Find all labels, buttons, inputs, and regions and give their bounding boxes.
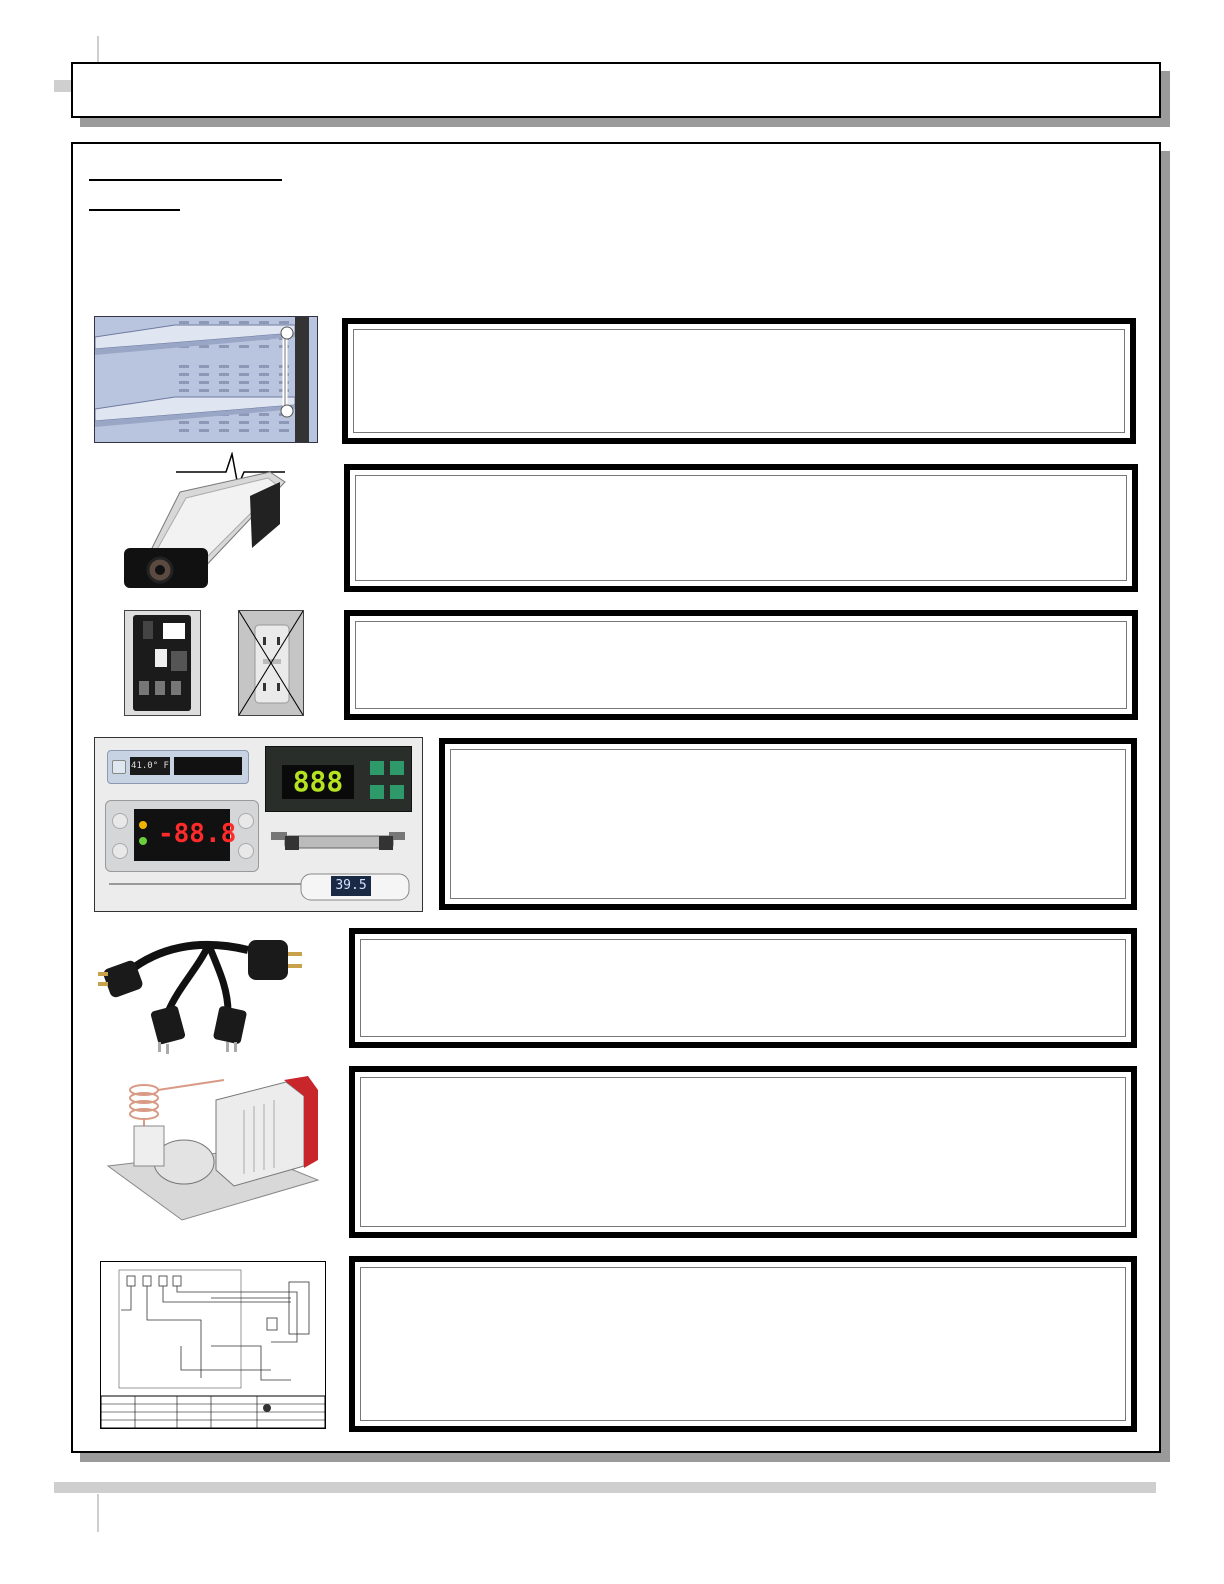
probe-bracket-icon: [265, 826, 411, 858]
section-heading-underline: [89, 179, 282, 181]
controller-3-button-icon: [238, 813, 254, 829]
callout-breaker-outlet: [344, 610, 1138, 720]
callout-power-cords: [349, 928, 1137, 1048]
callout-shelf-clip: [342, 318, 1136, 444]
controller-1-display: 41.0° F: [130, 757, 170, 775]
controller-2-button-icon: [390, 761, 404, 775]
controller-3: [105, 800, 259, 872]
callout-condensing-unit: [349, 1066, 1137, 1238]
callout-inner-border: [360, 1267, 1126, 1421]
power-cord-plugs-photo: [98, 928, 316, 1056]
controller-3-button-icon: [112, 843, 128, 859]
callout-controllers: [439, 738, 1137, 910]
callout-inner-border: [360, 939, 1126, 1037]
callout-inner-border: [355, 475, 1127, 581]
wiring-diagram-image: [100, 1261, 326, 1429]
condensing-unit-photo: [104, 1070, 320, 1226]
section-subheading-underline: [89, 209, 180, 211]
controller-2-button-icon: [390, 785, 404, 799]
thermometer-display: 39.5: [331, 876, 371, 896]
controller-2: [265, 746, 412, 812]
callout-inner-border: [353, 329, 1125, 433]
temperature-controllers-photo: [94, 737, 423, 912]
controller-3-screen: [134, 809, 237, 861]
indicator-icon: [139, 821, 147, 829]
controller-2-button-icon: [370, 761, 384, 775]
indicator-icon: [139, 837, 147, 845]
led-light-photo: [120, 452, 310, 592]
header-box: [71, 62, 1161, 118]
controller-3-button-icon: [112, 813, 128, 829]
controller-logo-icon: [112, 760, 126, 774]
gfci-outlet-crossed-photo: [238, 610, 304, 716]
controller-3-display: -88.8: [158, 819, 237, 849]
shelf-clip-photo: [94, 316, 318, 443]
footer-bar: [54, 1482, 1156, 1493]
margin-line-bottom: [97, 1494, 99, 1532]
controller-1: [107, 750, 249, 784]
callout-inner-border: [450, 749, 1126, 899]
callout-led-light: [344, 464, 1138, 592]
controller-3-button-icon: [238, 843, 254, 859]
circuit-breaker-photo: [124, 610, 201, 716]
controller-1-panel: [174, 757, 242, 775]
callout-inner-border: [360, 1077, 1126, 1227]
callout-inner-border: [355, 621, 1127, 709]
controller-2-button-icon: [370, 785, 384, 799]
controller-2-display: 888: [282, 765, 354, 799]
callout-wiring-diagram: [349, 1256, 1137, 1432]
